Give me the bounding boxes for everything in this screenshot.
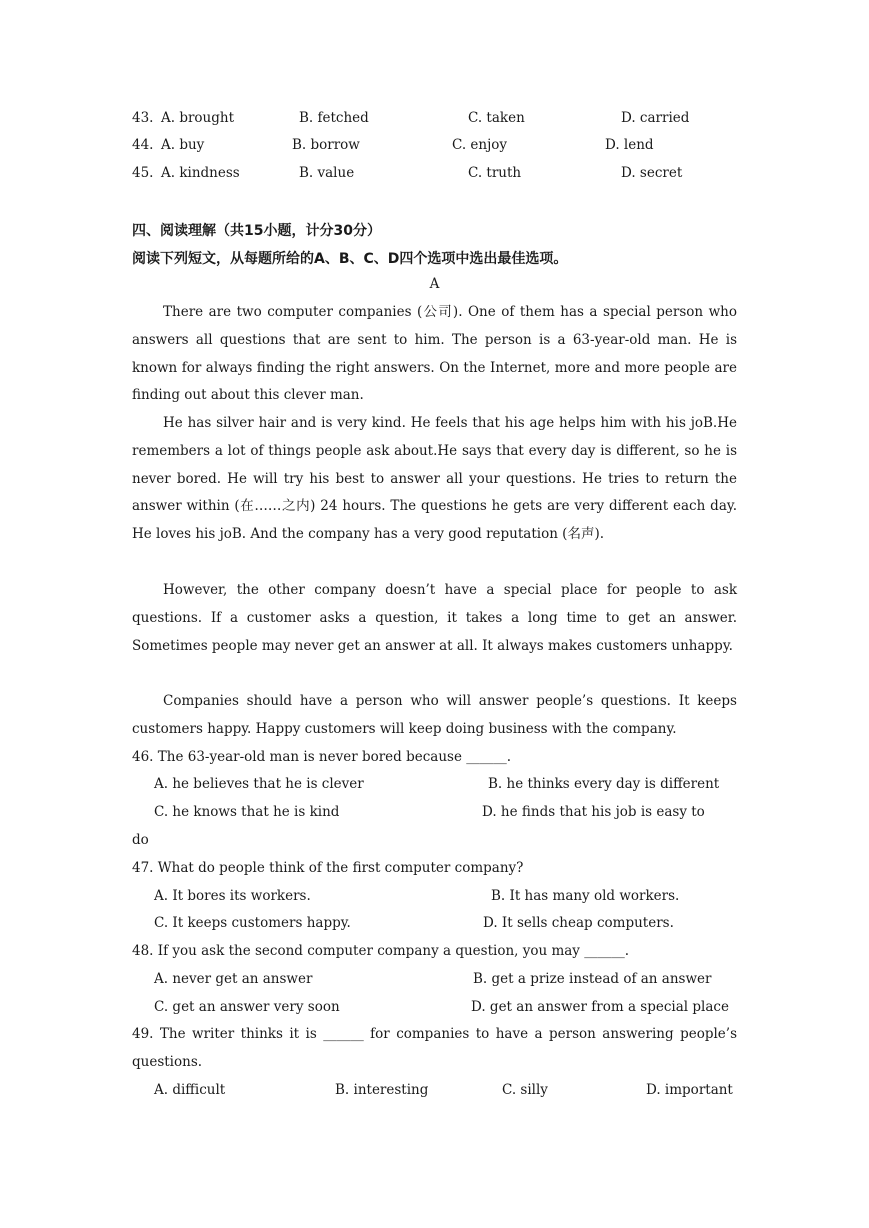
question-48-stem: 48. If you ask the second computer company a question, you may ______. bbox=[132, 943, 630, 959]
question-47-option-a: A. It bores its workers. bbox=[154, 888, 311, 904]
section-title: 四、阅读理解（共15小题，计分30分） bbox=[132, 223, 381, 239]
question-48-option-b: B. get a prize instead of an answer bbox=[473, 971, 712, 987]
option-c: C. taken bbox=[468, 110, 525, 126]
question-48-option-d: D. get an answer from a special place bbox=[471, 999, 729, 1015]
question-number: 43. bbox=[132, 110, 154, 126]
option-c: C. enjoy bbox=[452, 137, 508, 153]
cloze-option-row bbox=[132, 165, 742, 185]
question-46-option-c: C. he knows that he is kind bbox=[154, 804, 340, 820]
option-c: C. truth bbox=[468, 165, 522, 181]
passage-paragraph-2: He has silver hair and is very kind. He feels that his age helps him with his joB.He remembers a lot of things people ask about.He says that every day is different, so he is never bored. He will try his best to answer all your questions. He tries to return the answer within (在……之内) 24 hours. The questions he gets are very different each day. He loves his joB. And the company has a very good reputation (名声). bbox=[132, 415, 737, 543]
passage-label: A bbox=[429, 276, 440, 292]
question-47-option-c: C. It keeps customers happy. bbox=[154, 915, 351, 931]
cloze-option-row bbox=[132, 137, 742, 157]
option-d: D. lend bbox=[605, 137, 654, 153]
question-46-option-d-continued: do bbox=[132, 832, 149, 848]
question-47-stem: 47. What do people think of the first computer company? bbox=[132, 860, 524, 876]
cloze-option-row bbox=[132, 110, 742, 130]
question-46-option-a: A. he believes that he is clever bbox=[154, 776, 364, 792]
question-48-option-c: C. get an answer very soon bbox=[154, 999, 340, 1015]
question-49-option-b: B. interesting bbox=[335, 1082, 429, 1098]
question-49-option-c: C. silly bbox=[502, 1082, 548, 1098]
question-47-option-d: D. It sells cheap computers. bbox=[483, 915, 674, 931]
option-a: A. buy bbox=[161, 137, 205, 153]
option-a: A. brought bbox=[161, 110, 235, 126]
option-b: B. borrow bbox=[292, 137, 360, 153]
question-49-option-a: A. difficult bbox=[154, 1082, 226, 1098]
passage-paragraph-3: However, the other company doesn’t have a special place for people to ask questions. If a customer asks a question, it takes a long time to get an answer. Sometimes people may never get an answer at all. It always makes customers unhappy. bbox=[132, 582, 737, 654]
option-b: B. fetched bbox=[299, 110, 369, 126]
question-49-option-d: D. important bbox=[646, 1082, 733, 1098]
option-b: B. value bbox=[299, 165, 355, 181]
question-number: 45. bbox=[132, 165, 154, 181]
passage-paragraph-4: Companies should have a person who will answer people’s questions. It keeps customers happy. Happy customers will keep doing business with the company. bbox=[132, 693, 737, 737]
question-46-stem: 46. The 63-year-old man is never bored because ______. bbox=[132, 749, 512, 765]
option-d: D. secret bbox=[621, 165, 683, 181]
question-47-option-b: B. It has many old workers. bbox=[491, 888, 680, 904]
question-48-option-a: A. never get an answer bbox=[154, 971, 313, 987]
option-d: D. carried bbox=[621, 110, 690, 126]
option-a: A. kindness bbox=[161, 165, 240, 181]
section-instruction: 阅读下列短文，从每题所给的A、B、C、D四个选项中选出最佳选项。 bbox=[132, 251, 568, 267]
question-49-stem: 49. The writer thinks it is ______ for companies to have a person answering people’s questions. bbox=[132, 1026, 737, 1070]
passage-paragraph-1: There are two computer companies (公司). One of them has a special person who answers all questions that are sent to him. The person is a 63-year-old man. He is known for always finding the right answers. On the Internet, more and more people are finding out about this clever man. bbox=[132, 304, 737, 404]
question-46-option-d: D. he finds that his job is easy to bbox=[482, 804, 705, 820]
question-number: 44. bbox=[132, 137, 154, 153]
question-46-option-b: B. he thinks every day is different bbox=[488, 776, 720, 792]
